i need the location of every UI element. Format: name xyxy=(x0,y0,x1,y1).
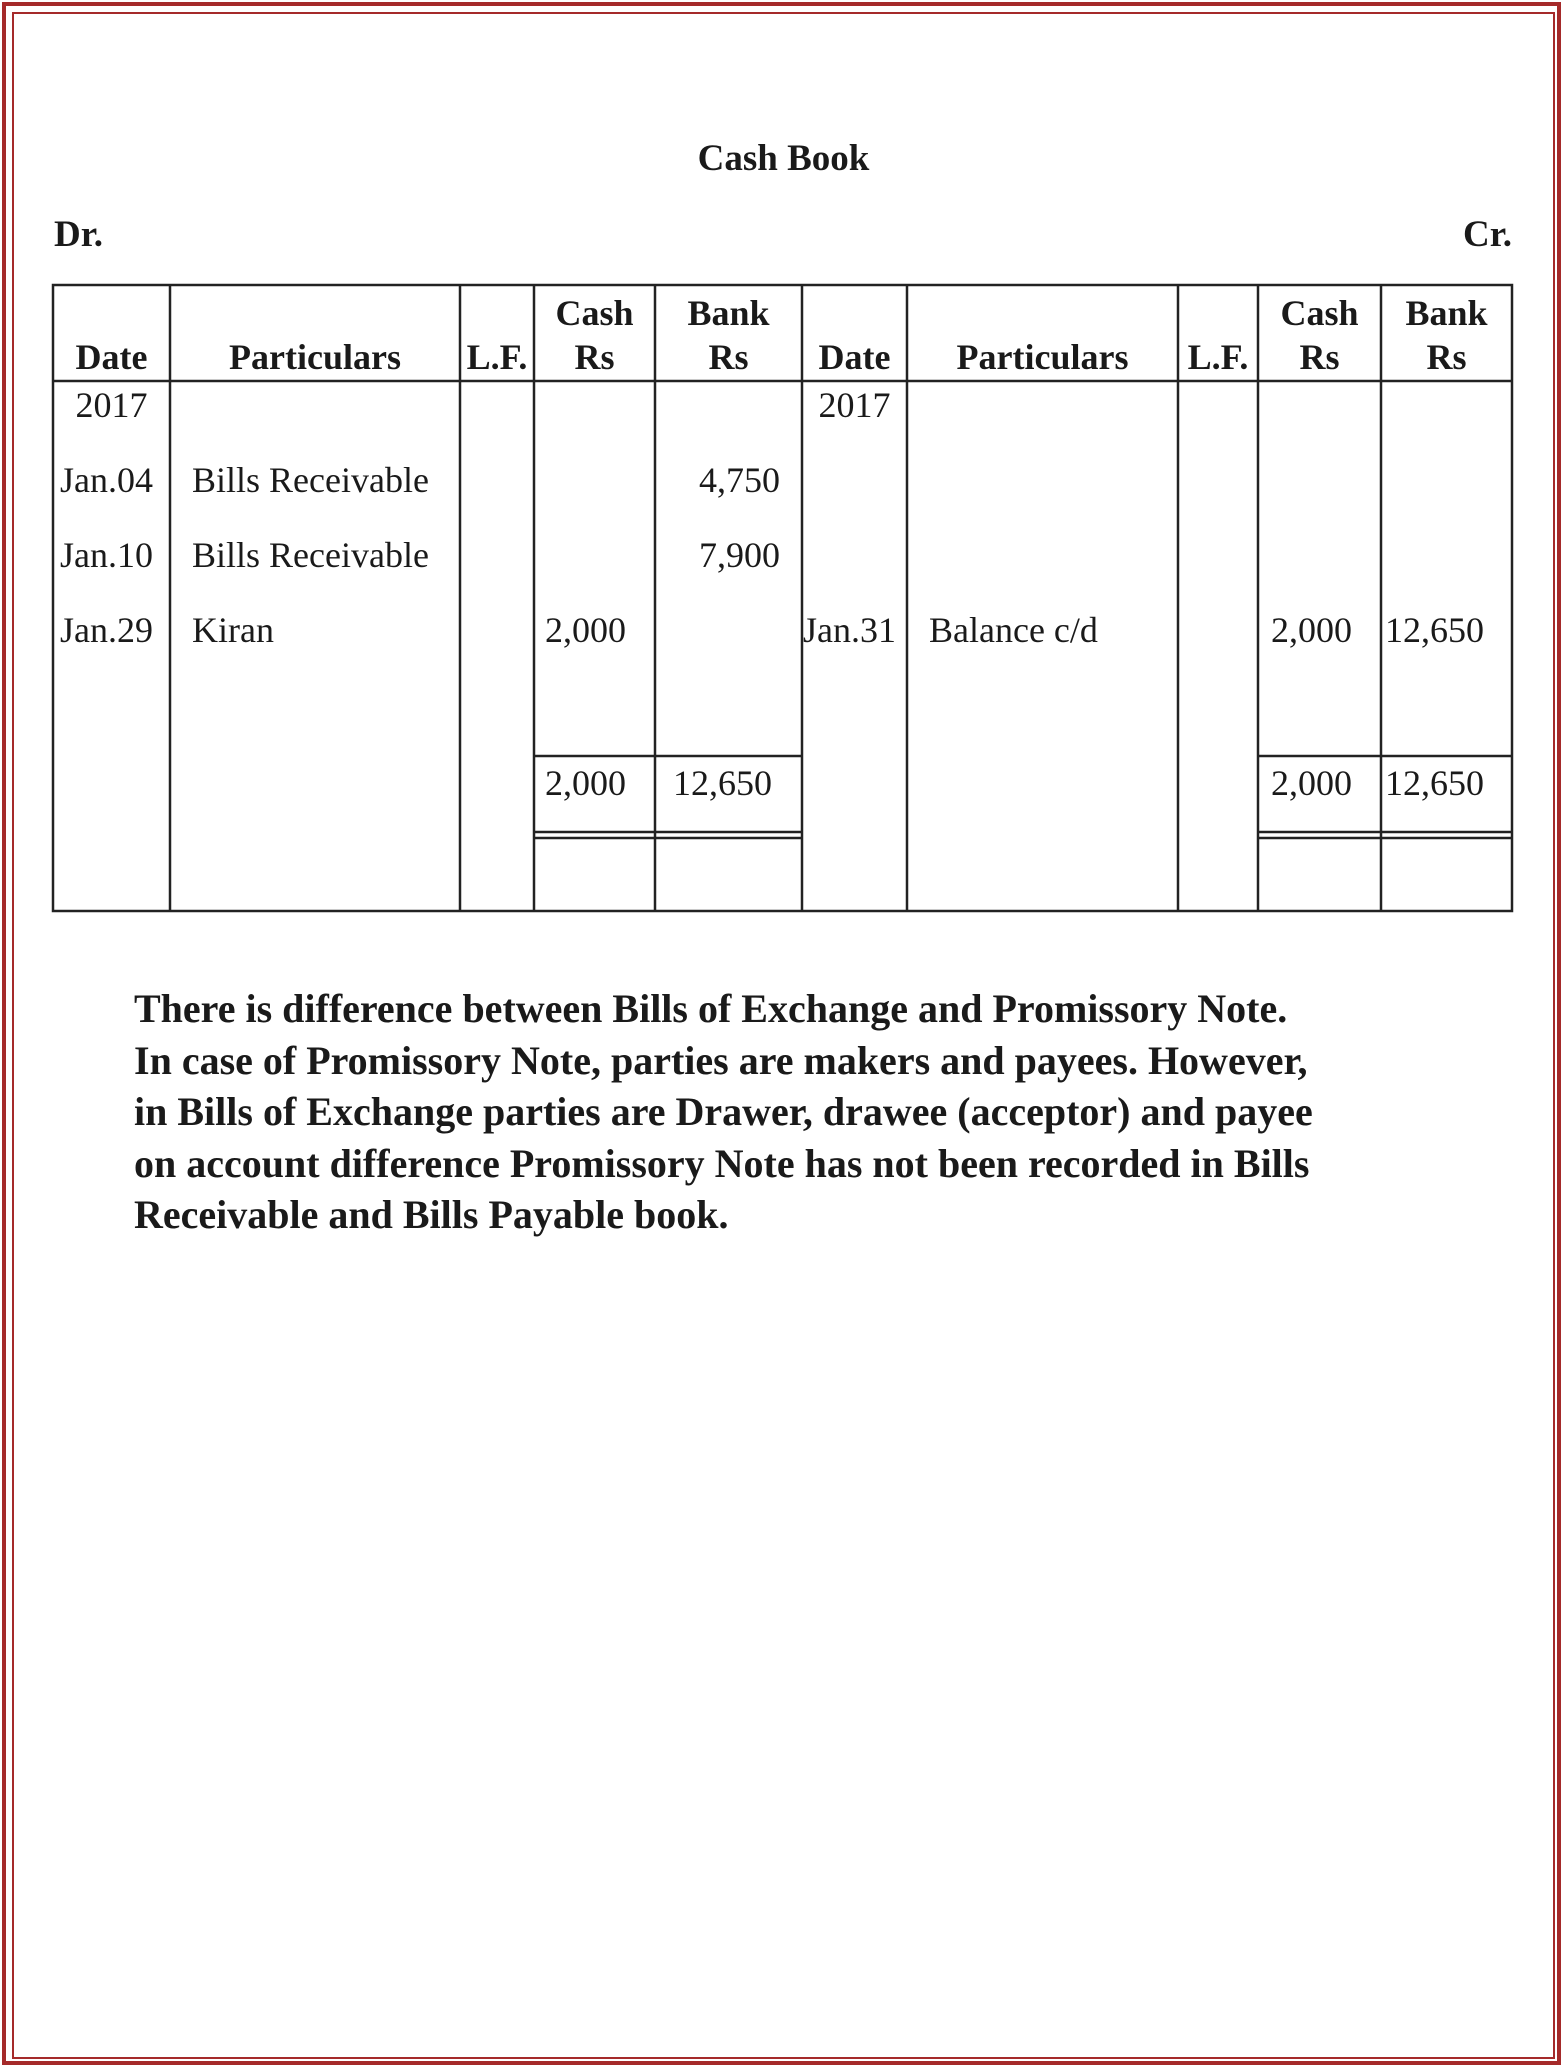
note-line: There is difference between Bills of Exchange and Promissory Note. xyxy=(134,986,1288,1031)
debit-total-bank: 12,650 xyxy=(673,763,772,803)
page-title: Cash Book xyxy=(697,138,870,179)
note-line: Receivable and Bills Payable book. xyxy=(134,1192,729,1237)
debit-cash-rs-header: Rs xyxy=(574,337,615,377)
credit-bank-header: Bank xyxy=(1405,293,1488,333)
debit-year: 2017 xyxy=(75,385,148,425)
debit-total-cash: 2,000 xyxy=(545,763,626,803)
credit-entry-particulars: Balance c/d xyxy=(929,610,1098,650)
explanatory-note xyxy=(134,983,1444,1241)
debit-lf-header: L.F. xyxy=(466,337,528,377)
debit-entry-date: Jan.29 xyxy=(60,610,153,650)
debit-label: Dr. xyxy=(54,214,103,255)
credit-lf-header: L.F. xyxy=(1187,337,1249,377)
credit-date-header: Date xyxy=(818,337,891,377)
debit-entry-particulars: Bills Receivable xyxy=(192,535,429,575)
note-line: on account difference Promissory Note has not been recorded in Bills xyxy=(134,1140,1310,1186)
credit-entry-cash: 2,000 xyxy=(1271,610,1352,650)
debit-entry-bank: 4,750 xyxy=(699,460,780,500)
debit-date-header: Date xyxy=(75,337,148,377)
debit-bank-header: Bank xyxy=(687,293,770,333)
credit-total-cash: 2,000 xyxy=(1271,763,1352,803)
debit-entry-bank: 7,900 xyxy=(699,535,780,575)
credit-year: 2017 xyxy=(818,385,891,425)
credit-total-bank: 12,650 xyxy=(1385,763,1484,803)
note-line: in Bills of Exchange parties are Drawer, drawee (acceptor) and payee xyxy=(134,1089,1313,1134)
debit-bank-rs-header: Rs xyxy=(708,337,749,377)
debit-entry-date: Jan.10 xyxy=(60,535,153,575)
credit-label: Cr. xyxy=(1463,214,1512,255)
debit-cash-header: Cash xyxy=(555,293,634,333)
debit-entry-date: Jan.04 xyxy=(60,460,153,500)
credit-entry-date: Jan.31 xyxy=(803,610,896,650)
debit-entry-cash: 2,000 xyxy=(545,610,626,650)
debit-entry-particulars: Bills Receivable xyxy=(192,460,429,500)
note-line: In case of Promissory Note, parties are makers and payees. However, xyxy=(134,1037,1308,1083)
debit-particulars-header: Particulars xyxy=(229,337,401,377)
credit-cash-header: Cash xyxy=(1280,293,1359,333)
credit-cash-rs-header: Rs xyxy=(1299,337,1340,377)
debit-entry-particulars: Kiran xyxy=(192,610,274,650)
credit-particulars-header: Particulars xyxy=(956,337,1129,377)
credit-entry-bank: 12,650 xyxy=(1385,610,1484,650)
credit-bank-rs-header: Rs xyxy=(1426,337,1467,377)
